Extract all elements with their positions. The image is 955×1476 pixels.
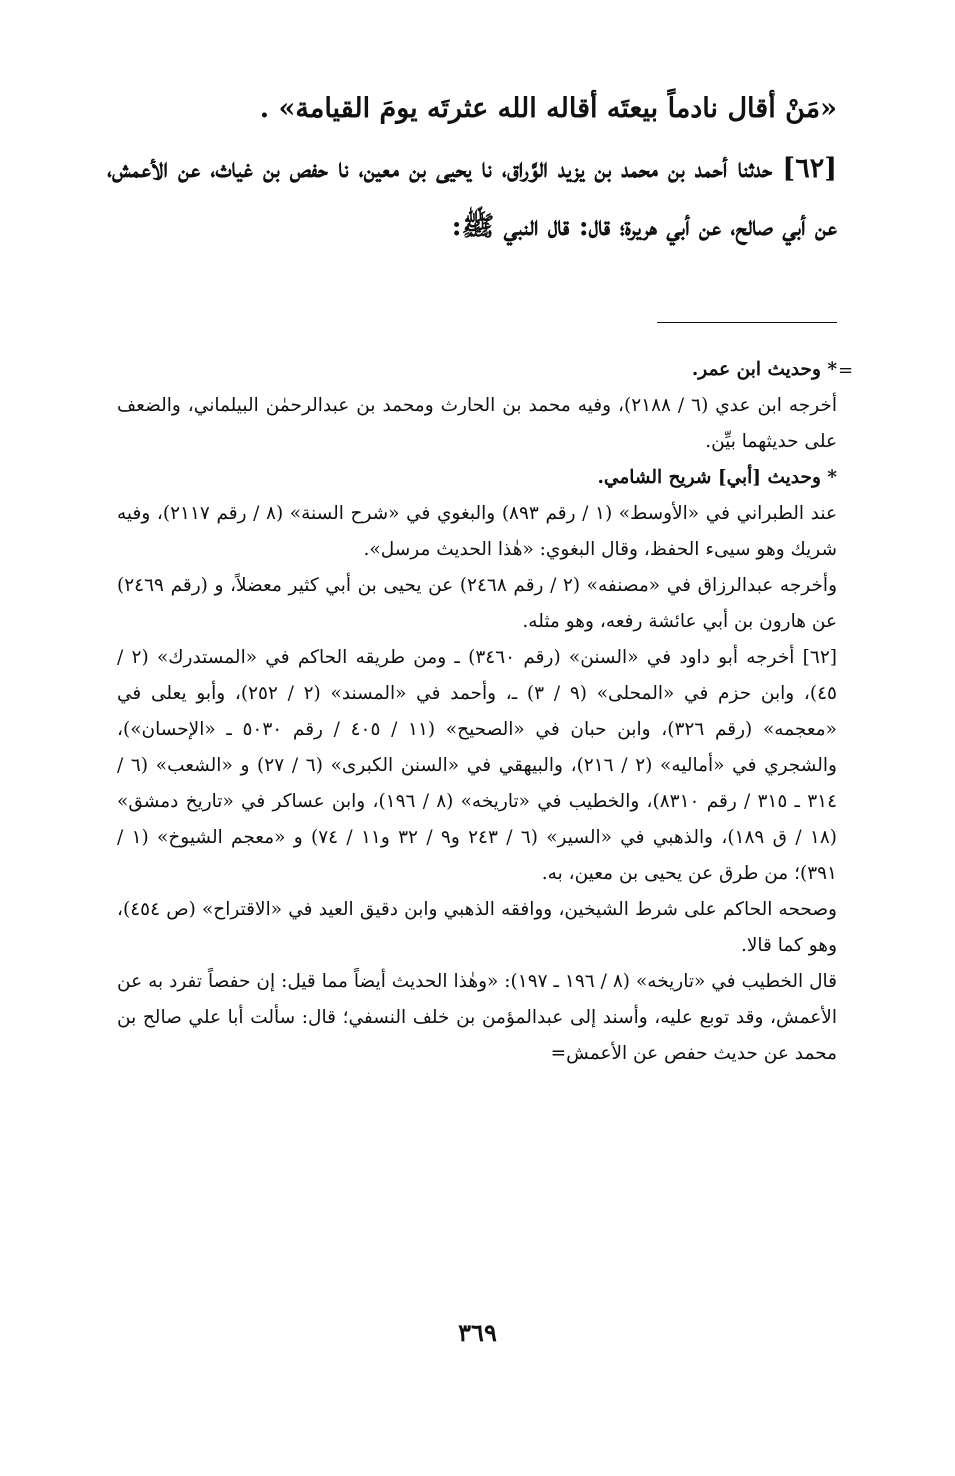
footnote-paragraph: قال الخطيب في «تاريخه» (٨ / ١٩٦ ـ ١٩٧): «وهٰذا الحديث أيضاً مما قيل: إن حفصاً تفرد به عن الأعمش، وقد توبع عليه، وأسند إلى عبدالمؤمن بن خلف النسفي؛ قال: سألت أبا علي صالح بن محمد عن حديث حفص عن الأعمش= [117,971,838,1064]
main-text [107,86,837,256]
footnotes [117,352,837,1072]
page-number: ٣٦٩ [458,1318,497,1347]
footnote-heading: * وحديث [أبي] شريح الشامي. [597,467,837,488]
footnote-paragraph: وأخرجه عبدالرزاق في «مصنفه» (٢ / رقم ٢٤٦٨) عن يحيى بن أبي كثير معضلاً، و (رقم ٢٤٦٩) عن هارون بن أبي عائشة رفعه، وهو مثله. [117,575,837,632]
hadith-text-line: «مَنْ أقال نادماً بيعتَه أقاله الله عثرتَه يومَ القيامة» . [259,93,837,124]
footnote-paragraph: وصححه الحاكم على شرط الشيخين، ووافقه الذهبي وابن دقيق العيد في «الاقتراح» (ص ٤٥٤)، وهو كما قالا. [117,899,837,956]
footnote-paragraph: أخرجه ابن عدي (٦ / ٢١٨٨)، وفيه محمد بن الحارث ومحمد بن عبدالرحمٰن البيلماني، والضعف على حديثهما بيِّن. [117,395,837,452]
footnote-separator [657,322,837,323]
footnote-paragraph: عند الطبراني في «الأوسط» (١ / رقم ٨٩٣) والبغوي في «شرح السنة» (٨ / رقم ٢١١٧)، وفيه شريك وهو سيىء الحفظ، وقال البغوي: «هٰذا الحديث مرسل». [117,503,838,560]
footnote-paragraph: [٦٢] أخرجه أبو داود في «السنن» (رقم ٣٤٦٠) ـ ومن طريقه الحاكم في «المستدرك» (٢ / ٤٥)، وابن حزم في «المحلى» (٩ / ٣) ـ، وأحمد في «المسند» (٢ / ٢٥٢)، وأبو يعلى في «معجمه» (رقم ٣٢٦)، وابن حبان في «الصحيح» (١١ / ٤٠٥ / رقم ٥٠٣٠ ـ «الإحسان»)، والشجري في «أماليه» (٢ / ٢١٦)، والبيهقي في «السنن الكبرى» (٦ / ٢٧) و «الشعب» (٦ / ٣١٤ ـ ٣١٥ / رقم ٨٣١٠)، والخطيب في «تاريخه» (٨ / ١٩٦)، وابن عساكر في «تاريخ دمشق» (١٨ / ق ١٨٩)، والذهبي في «السير» (٦ / ٢٤٣ و٩ / ٣٢ و١١ / ٧٤) و «معجم الشيوخ» (١ / ٣٩١)؛ من طرق عن يحيى بن معين، به. [117,647,838,884]
footnote-continuation-mark: = [838,360,854,381]
footnote-heading: * وحديث ابن عمر. [691,359,837,380]
hadith-isnad-paragraph: [٦٢] حدثنا أحمد بن محمد بن يزيد الوَّراق، نا يحيى بن معين، نا حفص بن غياث، عن الأعمش، عن أبي صالح، عن أبي هريرة؛ قال: قال النبي ﷺ: [107,153,837,242]
